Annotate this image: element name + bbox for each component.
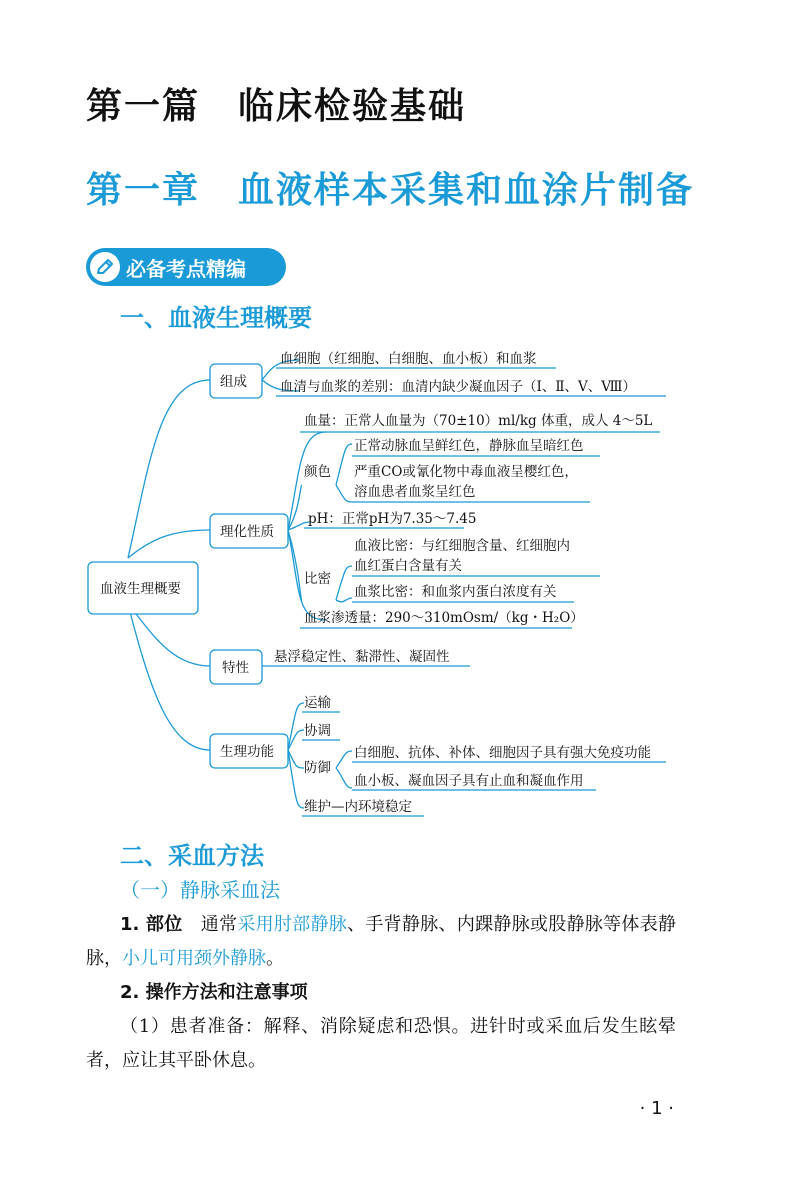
color-label: 颜色 [304,464,331,480]
section-title-sampling: 二、采血方法 [120,841,264,870]
composition-item-2: 血清与血浆的差别：血清内缺少凝血因子（Ⅰ、Ⅱ、Ⅴ、Ⅷ） [280,379,637,395]
density-item-2: 血红蛋白含量有关 [354,558,462,574]
ph-value: pH：正常pH为7.35～7.45 [308,511,477,527]
defense-item-2: 血小板、凝血因子具有止血和凝血作用 [354,773,584,789]
function-maintain: 维护—内环境稳定 [304,799,412,815]
root-label: 血液生理概要 [100,581,181,597]
composition-item-1: 血细胞（红细胞、白细胞、血小板）和血浆 [280,351,537,367]
paragraph-site [86,908,676,976]
para-site-text-c: 。 [266,948,284,969]
paragraph-procedure-head [86,976,676,1010]
defense-label: 防御 [304,760,331,776]
density-item-1: 血液比密：与红细胞含量、红细胞内 [354,538,570,554]
para-procedure-head: 2. 操作方法和注意事项 [120,982,308,1003]
density-item-3: 血浆比密：和血浆内蛋白浓度有关 [354,584,557,600]
para-site-head: 1. 部位 [120,914,183,935]
defense-item-1: 白细胞、抗体、补体、细胞因子具有强大免疫功能 [354,745,651,761]
page-number: · 1 · [639,1098,674,1119]
features-label: 特性 [222,660,249,676]
para-site-text-b: 、手背静脉、内踝静脉或股静脉等体表静脉， [86,914,677,969]
key-points-badge [86,248,286,286]
blood-volume: 血量：正常人血量为（70±10）ml/kg 体重，成人 4～5L [304,413,653,429]
osmolality: 血浆渗透量：290～310mOsm/（kg・H₂O） [304,610,584,626]
properties-label: 理化性质 [220,524,274,540]
subsection-title-venous: （一）静脉采血法 [120,878,280,902]
part-title: 第一篇 临床检验基础 [86,86,467,127]
mind-map [0,330,800,830]
composition-label: 组成 [220,374,247,390]
features-text: 悬浮稳定性、黏滞性、凝固性 [274,649,450,665]
chapter-title: 第一章 血液样本采集和血涂片制备 [86,169,695,211]
color-item-3: 溶血患者血浆呈红色 [354,484,476,500]
para-site-highlight-a: 采用肘部静脉 [237,914,348,935]
color-item-2: 严重CO或氰化物中毒血液呈樱红色， [354,464,578,480]
functions-label: 生理功能 [220,744,274,760]
para-site-text-a: 通常 [200,914,238,935]
color-item-1: 正常动脉血呈鲜红色，静脉血呈暗红色 [354,438,584,454]
paragraph-patient-prep: （1）患者准备：解释、消除疑虑和恐惧。进针时或采血后发生眩晕者，应让其平卧休息。 [86,1016,676,1071]
section-title-blood-physiology: 一、血液生理概要 [120,303,312,332]
density-label: 比密 [304,571,331,587]
para-site-highlight-b: 小儿可用颈外静脉 [122,948,266,969]
function-transport: 运输 [304,695,331,711]
pencil-icon [90,252,120,282]
function-coordination: 协调 [304,723,331,739]
badge-label: 必备考点精编 [126,256,246,281]
